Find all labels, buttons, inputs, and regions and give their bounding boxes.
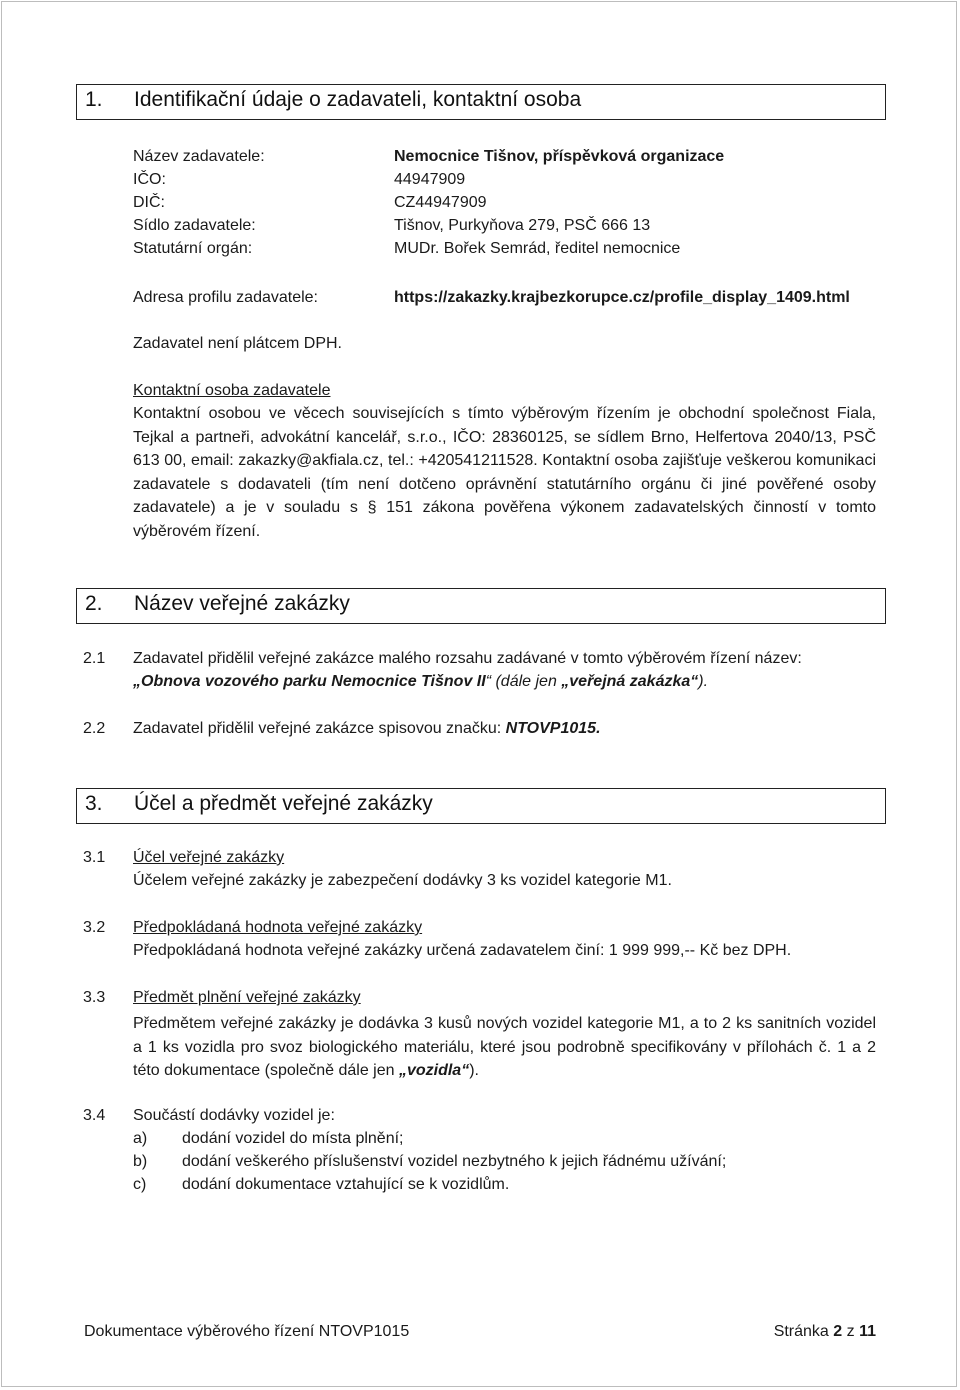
para-3-3-number: 3.3 bbox=[83, 989, 106, 1006]
label-seat: Sídlo zadavatele: bbox=[133, 217, 256, 234]
section-2-title: Název veřejné zakázky bbox=[134, 592, 350, 615]
para-3-1-number: 3.1 bbox=[83, 849, 106, 866]
para-3-3-text bbox=[133, 1012, 876, 1083]
term-vozidla: „vozidla“ bbox=[398, 1062, 470, 1079]
para-2-1-text: Zadavatel přidělil veřejné zakázce malého rozsahu zadávané v tomto výběrovém řízení název: bbox=[133, 650, 802, 667]
para-2-2-line bbox=[133, 720, 601, 738]
section-1-heading bbox=[76, 84, 886, 120]
value-name: Nemocnice Tišnov, příspěvková organizace bbox=[394, 148, 725, 165]
list-item-text: dodání dokumentace vztahující se k vozidlům. bbox=[182, 1176, 510, 1193]
para-3-4-heading: Součástí dodávky vozidel je: bbox=[133, 1107, 335, 1124]
para-3-4-number: 3.4 bbox=[83, 1107, 106, 1124]
section-1-number: 1. bbox=[85, 88, 103, 111]
label-statutory: Statutární orgán: bbox=[133, 240, 253, 257]
para-2-1-name-line bbox=[133, 673, 708, 691]
list-item-letter: a) bbox=[133, 1130, 148, 1147]
contract-name: Obnova vozového parku Nemocnice Tišnov II bbox=[141, 673, 486, 690]
contact-heading: Kontaktní osoba zadavatele bbox=[133, 382, 331, 399]
current-page: 2 bbox=[833, 1323, 843, 1340]
dale-jen: (dále jen bbox=[491, 673, 562, 690]
value-ico: 44947909 bbox=[394, 171, 466, 188]
para-3-3-end: ). bbox=[469, 1062, 479, 1079]
label-dic: DIČ: bbox=[133, 194, 165, 211]
page-label: Stránka bbox=[773, 1323, 834, 1340]
profile-link[interactable]: https://zakazky.krajbezkorupce.cz/profile_display_1409.html bbox=[394, 289, 850, 306]
value-statutory: MUDr. Bořek Semrád, ředitel nemocnice bbox=[394, 240, 681, 257]
list-item-letter: c) bbox=[133, 1176, 147, 1193]
file-mark: NTOVP1015. bbox=[505, 720, 601, 737]
section-3-title: Účel a předmět veřejné zakázky bbox=[134, 792, 433, 815]
para-2-1-end: ). bbox=[698, 673, 709, 690]
label-ico: IČO: bbox=[133, 171, 166, 188]
para-3-2-text: Předpokládaná hodnota veřejné zakázky určená zadavatelem činí: 1 999 999,-- Kč bez DPH. bbox=[133, 942, 792, 959]
value-seat: Tišnov, Purkyňova 279, PSČ 666 13 bbox=[394, 217, 651, 234]
para-3-2-heading: Předpokládaná hodnota veřejné zakázky bbox=[133, 919, 423, 936]
close-quote: “ bbox=[485, 673, 492, 690]
section-2-heading bbox=[76, 588, 886, 624]
open-quote: „ bbox=[133, 673, 141, 690]
value-dic: CZ44947909 bbox=[394, 194, 487, 211]
defined-term: „veřejná zakázka“ bbox=[561, 673, 699, 690]
vat-note: Zadavatel není plátcem DPH. bbox=[133, 335, 342, 352]
section-1-title: Identifikační údaje o zadavateli, kontaktní osoba bbox=[134, 88, 582, 111]
footer-page-number bbox=[774, 1323, 876, 1341]
label-profile: Adresa profilu zadavatele: bbox=[133, 289, 318, 306]
para-3-2-number: 3.2 bbox=[83, 919, 106, 936]
section-3-heading bbox=[76, 788, 886, 824]
label-name: Název zadavatele: bbox=[133, 148, 265, 165]
para-2-2-number: 2.2 bbox=[83, 720, 106, 737]
footer-document-title: Dokumentace výběrového řízení NTOVP1015 bbox=[84, 1323, 410, 1340]
list-item-text: dodání veškerého příslušenství vozidel nezbytného k jejich řádnému užívání; bbox=[182, 1153, 727, 1170]
para-3-3-body: Předmětem veřejné zakázky je dodávka 3 kusů nových vozidel kategorie M1, a to 2 ks sanitních vozidel a 1 ks vozidla pro svoz biologického materiálu, které jsou podrobně specifikovány v přílohách č. 1 a 2 této dokumentace (společně dále jen bbox=[133, 1015, 876, 1079]
para-2-2-text: Zadavatel přidělil veřejné zakázce spisovou značku: bbox=[133, 720, 506, 737]
section-2-number: 2. bbox=[85, 592, 103, 615]
para-3-1-text: Účelem veřejné zakázky je zabezpečení dodávky 3 ks vozidel kategorie M1. bbox=[133, 872, 672, 889]
page-of: z bbox=[842, 1323, 860, 1340]
list-item-letter: b) bbox=[133, 1153, 148, 1170]
section-3-number: 3. bbox=[85, 792, 103, 815]
para-3-1-heading: Účel veřejné zakázky bbox=[133, 849, 285, 866]
list-item-text: dodání vozidel do místa plnění; bbox=[182, 1130, 404, 1147]
para-3-3-heading: Předmět plnění veřejné zakázky bbox=[133, 989, 361, 1006]
para-2-1-number: 2.1 bbox=[83, 650, 106, 667]
contact-paragraph: Kontaktní osobou ve věcech souvisejících s tímto výběrovým řízením je obchodní společnost Fiala, Tejkal a partneři, advokátní kancelář, s.r.o., IČO: 28360125, se sídlem Brno, Helfertova 2040/13, PSČ 613 00, email: zakazky@akfiala.cz, tel.: +420541211528. Kontaktní osoba zajišťuje veškerou komunikaci zadavatele s dodavateli (tím není dotčeno oprávnění statutárního orgánu či jiné pověřené osoby zadavatele) a je v souladu s § 151 zákona pověřena výkonem zadavatelských činností v tomto výběrovém řízení. bbox=[133, 405, 876, 540]
total-pages: 11 bbox=[859, 1323, 876, 1340]
